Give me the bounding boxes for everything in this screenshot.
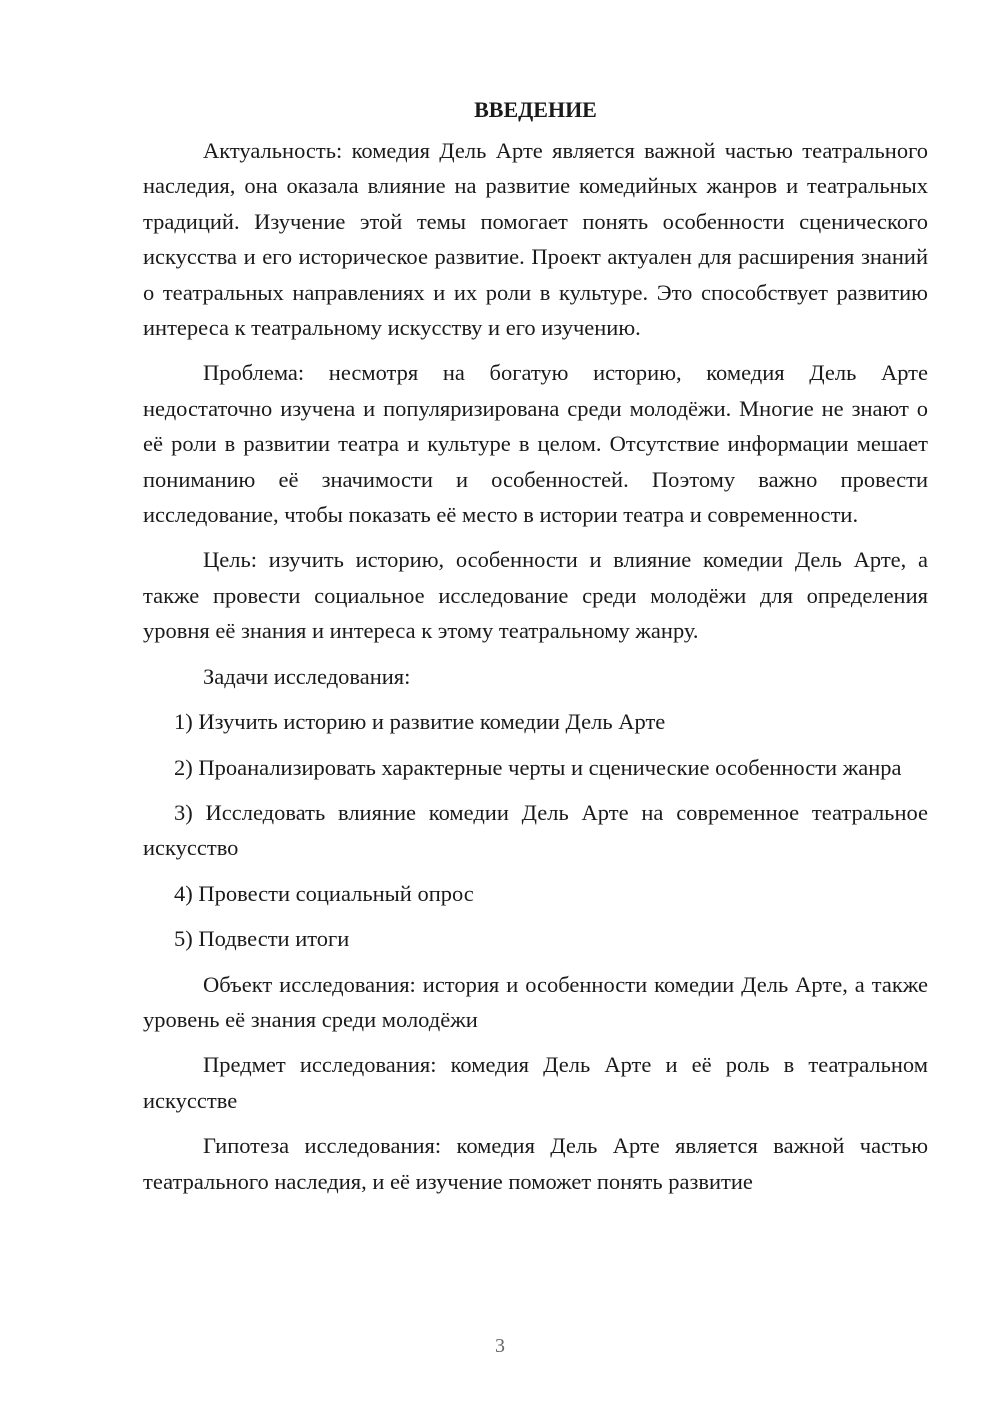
tasks-heading: Задачи исследования:: [203, 663, 411, 689]
task-item-4: 4) Провести социальный опрос: [174, 880, 474, 906]
task-item-2: 2) Проанализировать характерные черты и сценические особенности жанра: [174, 754, 902, 780]
paragraph-subject: Предмет исследования: комедия Дель Арте и её роль в театральном искусстве: [143, 1052, 928, 1113]
paragraph-problem: Проблема: несмотря на богатую историю, комедия Дель Арте недостаточно изучена и популяризирована среди молодёжи. Многие не знают о её роли в развитии театра и культуре в целом. Отсутствие информации мешает пониманию её значимости и особенностей. Поэтому важно провести исследование, чтобы показать её место в истории театра и современности.: [143, 360, 928, 528]
page-number: [72, 1332, 1000, 1360]
paragraph-relevance: Актуальность: комедия Дель Арте является важной частью театрального наследия, она оказала влияние на развитие комедийных жанров и театральных традиций. Изучение этой темы помогает понять особенности сценического искусства и его историческое развитие. Проект актуален для расширения знаний о театральных направлениях и их роли в культуре. Это способствует развитию интереса к театральному искусству и его изучению.: [143, 138, 928, 341]
task-item-1: 1) Изучить историю и развитие комедии Дель Арте: [174, 709, 666, 735]
task-item-5: 5) Подвести итоги: [174, 926, 350, 952]
page-number-text: 3: [495, 1335, 505, 1357]
task-item-3: 3) Исследовать влияние комедии Дель Арте на современное театральное искусство: [143, 799, 928, 861]
document-page: [143, 92, 928, 1209]
page-title: ВВЕДЕНИЕ: [474, 97, 597, 122]
paragraph-goal: Цель: изучить историю, особенности и влияние комедии Дель Арте, а также провести социальное исследование среди молодёжи для определения уровня её знания и интереса к этому театральному жанру.: [143, 547, 928, 644]
paragraph-hypothesis: Гипотеза исследования: комедия Дель Арте является важной частью театрального наследия, и её изучение поможет понять развитие: [143, 1133, 928, 1194]
paragraph-object: Объект исследования: история и особенности комедии Дель Арте, а также уровень её знания среди молодёжи: [143, 971, 928, 1032]
